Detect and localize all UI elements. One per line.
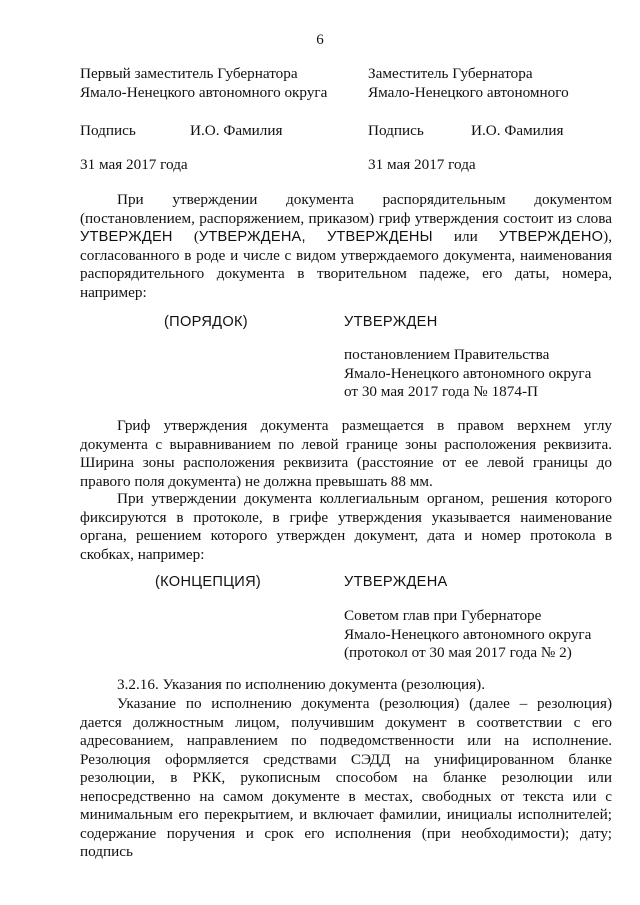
paragraph-resolution: Указание по исполнению документа (резолюция) (далее – резолюция) дается должностным лицом, получившим документ в соответствии с его адресованием, направлением по подведомственности или на исполнение. Резолюция оформляется средствами СЭДД на унифицированном бланке резолюции, в РКК, рукописным способом на бланке резолюции или непосредственно на самом документе в местах, свободных от текста или с минимальным его перекрытием, и включает фамилии, инициалы исполнителей; содержание поручения и срок его исполнения (при необходимости); дату; подпись xyxy=(80,695,612,860)
approval-detail-line: Ямало-Ненецкого автономного округа xyxy=(344,625,592,643)
signer-title-line2: Ямало-Ненецкого автономного xyxy=(368,84,569,101)
sign-date-right: 31 мая 2017 года xyxy=(368,156,476,173)
signature-line-right xyxy=(368,121,424,140)
paragraph-collegial-approval: При утверждении документа коллегиальным органом, решения которого фиксируются в протоколе, в грифе утверждения указывается наименование органа, решением которого утвержден документ, дата и номер протокола в скобках, например: xyxy=(80,490,612,563)
fio: И.О. Фамилия xyxy=(190,122,283,139)
example2-doc-type: (КОНЦЕПЦИЯ) xyxy=(155,574,262,590)
fio: И.О. Фамилия xyxy=(471,122,564,139)
section-heading-3-2-16: 3.2.16. Указания по исполнению документа (резолюция). xyxy=(117,676,486,693)
sign-date-left: 31 мая 2017 года xyxy=(80,156,188,173)
approval-detail-line: Советом глав при Губернаторе xyxy=(344,607,542,624)
example1-doc-type: (ПОРЯДОК) xyxy=(164,314,248,330)
paragraph-approval-by-order: При утверждении документа распорядительным документом (постановлением, распоряжением, приказом) гриф утверждения состоит из слова УТВЕРЖДЕН (УТВЕРЖДЕНА, УТВЕРЖДЕНЫ или УТВЕРЖДЕНО), согласованного в роде и числе с видом утверждаемого документа, наименования распорядительного документа в творительном падеже, его даты, номера, например: xyxy=(80,191,612,301)
signature-line-left xyxy=(80,121,136,140)
signer-title-line1: Первый заместитель Губернатора xyxy=(80,65,298,82)
approval-detail-line: (протокол от 30 мая 2017 года № 2) xyxy=(344,644,572,661)
signature-block-right xyxy=(368,64,569,102)
sign-label: Подпись xyxy=(80,122,136,139)
page-number: 6 xyxy=(316,32,324,48)
signer-fio-left xyxy=(190,121,283,140)
approval-word: УТВЕРЖДЕН xyxy=(80,229,173,245)
approval-detail-line: от 30 мая 2017 года № 1874-П xyxy=(344,383,538,400)
sign-label: Подпись xyxy=(368,122,424,139)
approval-word: УТВЕРЖДЕНО xyxy=(498,229,604,245)
signer-fio-right xyxy=(471,121,564,140)
signer-title-line2: Ямало-Ненецкого автономного округа xyxy=(80,84,328,101)
example1-approval-details xyxy=(344,346,591,402)
paragraph-stamp-placement: Гриф утверждения документа размещается в правом верхнем углу документа с выравниванием по левой границе зоны расположения реквизита. Ширина зоны расположения реквизита (расстояние от ее левой границы до правого поля документа) не должна превышать 88 мм. xyxy=(80,417,612,490)
example1-approval-stamp: УТВЕРЖДЕН xyxy=(344,314,438,330)
example2-approval-stamp: УТВЕРЖДЕНА xyxy=(344,574,448,590)
signer-title-line1: Заместитель Губернатора xyxy=(368,65,533,82)
signature-block-left xyxy=(80,64,327,102)
example2-approval-details xyxy=(344,607,591,663)
approval-detail-line: постановлением Правительства xyxy=(344,346,550,363)
approval-detail-line: Ямало-Ненецкого автономного округа xyxy=(344,364,592,382)
approval-word: УТВЕРЖДЕНЫ xyxy=(326,229,433,245)
approval-word: УТВЕРЖДЕНА, xyxy=(198,229,306,245)
